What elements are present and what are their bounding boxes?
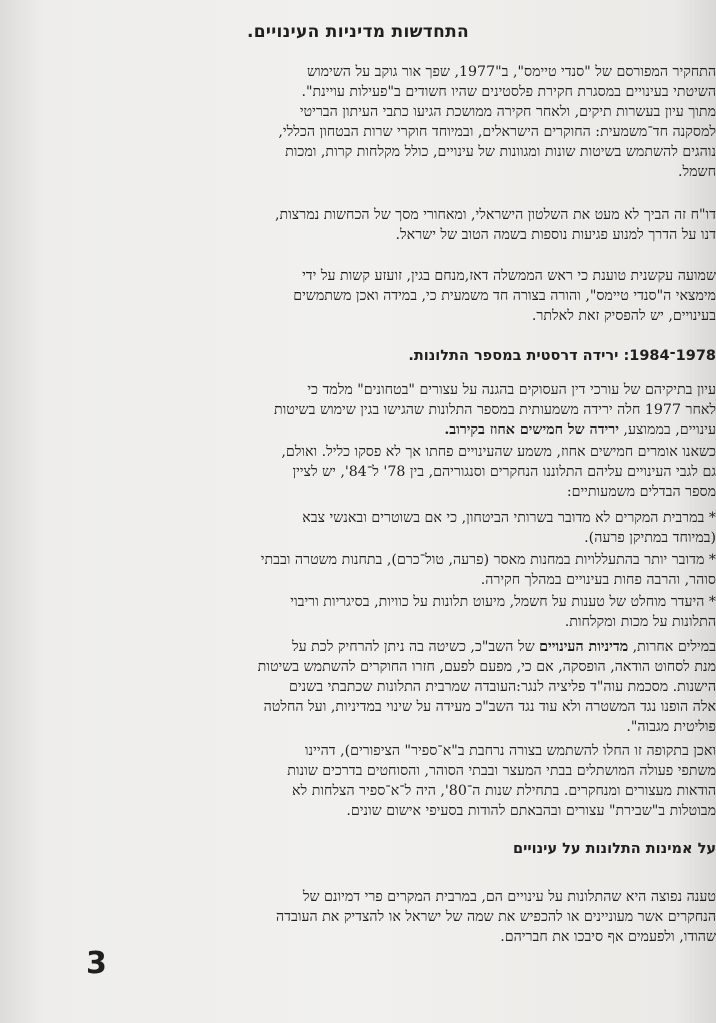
text-line: התחקיר המפורסם של "סנדי טיימס", ב"1977, שפך אור גוקב על השימוש (306, 64, 716, 80)
text-line: שמועה עקשנית טוענת כי ראש הממשלה דאז,מנחם בגין, זועזע קשות על ידי (302, 268, 716, 284)
text-line: עיון בתיקיהם של עורכי דין העסוקים בהגנה על עצורים "בטחונים" מלמד כי (307, 382, 716, 398)
list-item: סוהר, והרבה פחות בעינויים במהלך חקירה. (480, 572, 716, 588)
text-line: משתפי פעולה המושתלים בבתי המעצר ובבתי הסוהר, והסוחטים בדרכים שונות (287, 763, 716, 779)
text-line: טענה נפוצה היא שהתלונות על עינויים הם, במרבית המקרים פרי דמיונם של (302, 889, 716, 905)
text-line: שהודו, ולפעמים אף סיבכו את חבריהם. (500, 929, 716, 945)
text-line: הנחקרים אשר מעוניינים או להכפיש את שמה של ישראל או להצדיק את העובדה (276, 909, 716, 925)
text-span: במילים אחרות, (628, 639, 716, 655)
text-line: מנת לסחוט הודאה, הופסקה, אם כי, מפעם לפעם, חזרו החוקרים להשתמש בשיטות (257, 659, 716, 675)
list-item: (במיוחד במתיקן פרעה). (584, 530, 716, 546)
text-line (0, 421, 716, 439)
text-line: כשאנו אומרים חמישים אחוז, משמע שהעינויים פחתו אך לא פסקו כליל. ואולם, (281, 444, 716, 460)
text-line: חשמל. (678, 164, 716, 180)
text-line: נוהגים להשתמש בשיטות שונות ומגוונות של עינויים, כולל מקלחות קרות, ומכות (285, 144, 716, 160)
text-line: הישנות. מסכמת עוה"ד פליציה לנגר:העובדה שמרבית התלונות שכתבתי בשנים (288, 679, 716, 695)
list-item: * במרבית המקרים לא מדובר בשרותי הביטחון, כי אם בשוטרים ובאנשי צבא (302, 510, 716, 526)
text-line: דנו על הדרך למנוע פגיעות נוספות בשמה הטוב של ישראל. (395, 227, 716, 243)
text-line: מימצאי ה"סנדי טיימס", והורה בצורה חד משמעית כי, במידה ואכן משתמשים (293, 288, 716, 304)
text-line: בעינויים, יש להפסיק זאת לאלתר. (531, 308, 716, 324)
text-line: מתוך עיון בעשרות תיקים, ולאחר חקירה ממושכת הגיעו כתבי העיתון הבריטי (299, 104, 716, 120)
text-span: של השב"כ, כשיטה בה ניתן להרחיק לכת על (291, 639, 540, 655)
text-line: מספר הבדלים משמעותיים: (566, 484, 716, 500)
text-line: פוליטית מגבוה". (626, 719, 716, 735)
list-item: התלונות על מכות ומקלחות. (564, 614, 716, 630)
text-line: ואכן בתקופה זו החלו להשתמש בצורה נרחבת ב"א־ספיר" הציפורים), דהיינו (304, 743, 716, 759)
text-line: גם לגבי העינויים עליהם התלוננו הנחקרים וסנגוריהם, בין 78' ל־84', יש לציין (292, 464, 716, 480)
text-line: הודאות מעצורים ומנחקרים. בתחילת שנות ה־80', היה ל־א־ספיר הצלחות לא (292, 783, 716, 799)
list-item: * היעדר מוחלט של טענות על חשמל, מיעוט תלונות על כוויות, בסיגריות וריבוי (290, 594, 716, 610)
text-line: דו"ח זה הביך לא מעט את השלטון הישראלי, ומאחורי מסך של הכחשות נמרצות, (275, 207, 716, 223)
text-line (0, 638, 716, 656)
text-line: מבוטלות ב"שבירת" עצורים ובהבאתם להודות בסעיפי אישום שונים. (346, 803, 716, 819)
section-heading: על אמינות התלונות על עינויים (513, 841, 716, 857)
page-title: התחדשות מדיניות העינויים. (247, 22, 469, 42)
text-line: השיטתי בעינויים במסגרת חקירת פלסטינים שהיו חשודים ב"פעילות עויינת". (301, 84, 716, 100)
page-number: 3 (86, 946, 107, 981)
text-line: למסקנה חד־משמעית: החוקרים הישראלים, ובמיוחד חוקרי שרות הבטחון הכללי, (278, 124, 716, 140)
text-line: אלה הופנו נגד המשטרה ולא עוד נגד השב"כ מעידה על שינוי במדיניות, ועל החלטה (263, 699, 716, 715)
list-item: * מדובר יותר בהתעללויות במחנות מאסר (פרעה, טול־כרם), בתחנות משטרה ובבתי (260, 552, 716, 568)
text-line: לאחר 1977 חלה ירידה משמעותית במספר התלונות שהגישו בגין שימוש בשיטות (273, 402, 716, 418)
section-heading: 1978־1984: ירידה דרסטית במספר התלונות. (408, 348, 716, 364)
text-span: עינויים, בממוצע, (618, 422, 716, 438)
emphasis-text: מדיניות העינויים (539, 639, 629, 655)
emphasis-text: ירידה של חמישים אחוז בקירוב. (444, 422, 619, 438)
